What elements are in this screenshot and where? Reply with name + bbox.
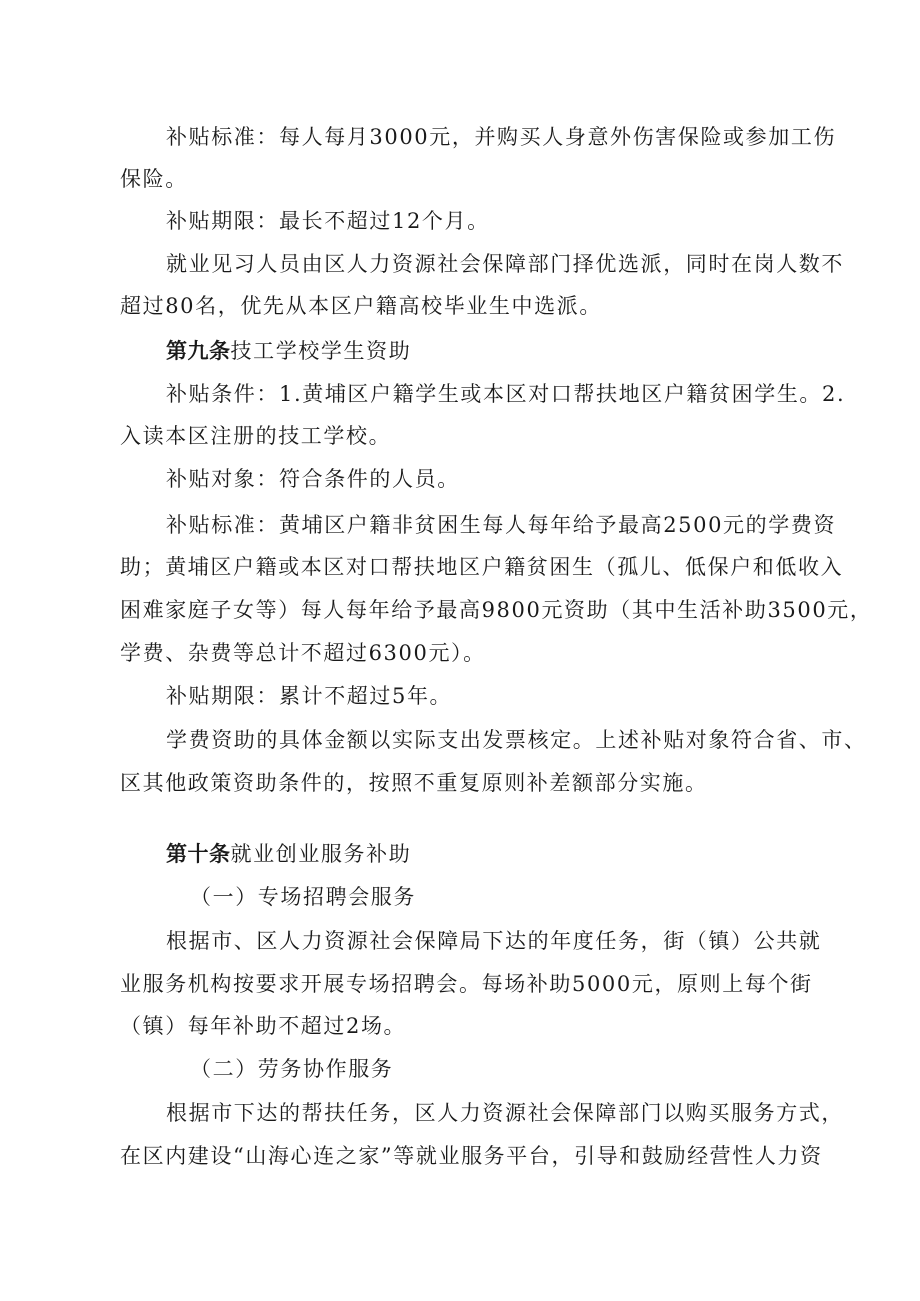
paragraph-line: 入读本区注册的技工学校。: [120, 424, 392, 448]
paragraph-line: 助；黄埔区户籍或本区对口帮扶地区户籍贫困生（孤儿、低保户和低收入: [120, 555, 844, 579]
article-number: 第九条: [166, 339, 231, 363]
article-number: 第十条: [166, 842, 231, 866]
paragraph-line: 补贴期限：最长不超过12个月。: [166, 209, 490, 233]
paragraph-line: 补贴期限：累计不超过5年。: [166, 684, 453, 708]
paragraph-line: 补贴标准：黄埔区户籍非贫困生每人每年给予最高2500元的学费资: [166, 513, 837, 537]
paragraph-line: 学费资助的具体金额以实际支出发票核定。上述补贴对象符合省、市、: [166, 728, 867, 752]
article-heading: [166, 841, 411, 867]
paragraph-line: 补贴条件：1.黄埔区户籍学生或本区对口帮扶地区户籍贫困学生。2.: [166, 382, 846, 406]
paragraph-line: 超过80名，优先从本区户籍高校毕业生中选派。: [120, 294, 602, 318]
article-heading: [166, 338, 411, 364]
paragraph-line: 在区内建设“山海心连之家”等就业服务平台，引导和鼓励经营性人力资: [120, 1144, 823, 1168]
paragraph-line: 根据市、区人力资源社会保障局下达的年度任务，街（镇）公共就: [166, 929, 822, 953]
paragraph-line: （镇）每年补助不超过2场。: [120, 1014, 407, 1038]
paragraph-line: 根据市下达的帮扶任务，区人力资源社会保障部门以购买服务方式，: [166, 1101, 844, 1125]
article-title: 技工学校学生资助: [230, 339, 412, 363]
paragraph-line: 业服务机构按要求开展专场招聘会。每场补助5000元，原则上每个街: [120, 972, 813, 996]
section-heading: （二）劳务协作服务: [190, 1057, 394, 1081]
paragraph-line: 学费、杂费等总计不超过6300元）。: [120, 641, 486, 665]
section-heading: （一）专场招聘会服务: [190, 885, 416, 909]
paragraph-line: 区其他政策资助条件的，按照不重复原则补差额部分实施。: [120, 771, 708, 795]
article-title: 就业创业服务补助: [230, 842, 412, 866]
paragraph-line: 就业见习人员由区人力资源社会保障部门择优选派，同时在岗人数不: [166, 252, 844, 276]
paragraph-line: 补贴标准：每人每月3000元，并购买人身意外伤害保险或参加工伤: [166, 125, 837, 149]
paragraph-line: 困难家庭子女等）每人每年给予最高9800元资助（其中生活补助3500元，: [120, 598, 873, 622]
paragraph-line: 保险。: [120, 167, 188, 191]
paragraph-line: 补贴对象：符合条件的人员。: [166, 467, 460, 491]
